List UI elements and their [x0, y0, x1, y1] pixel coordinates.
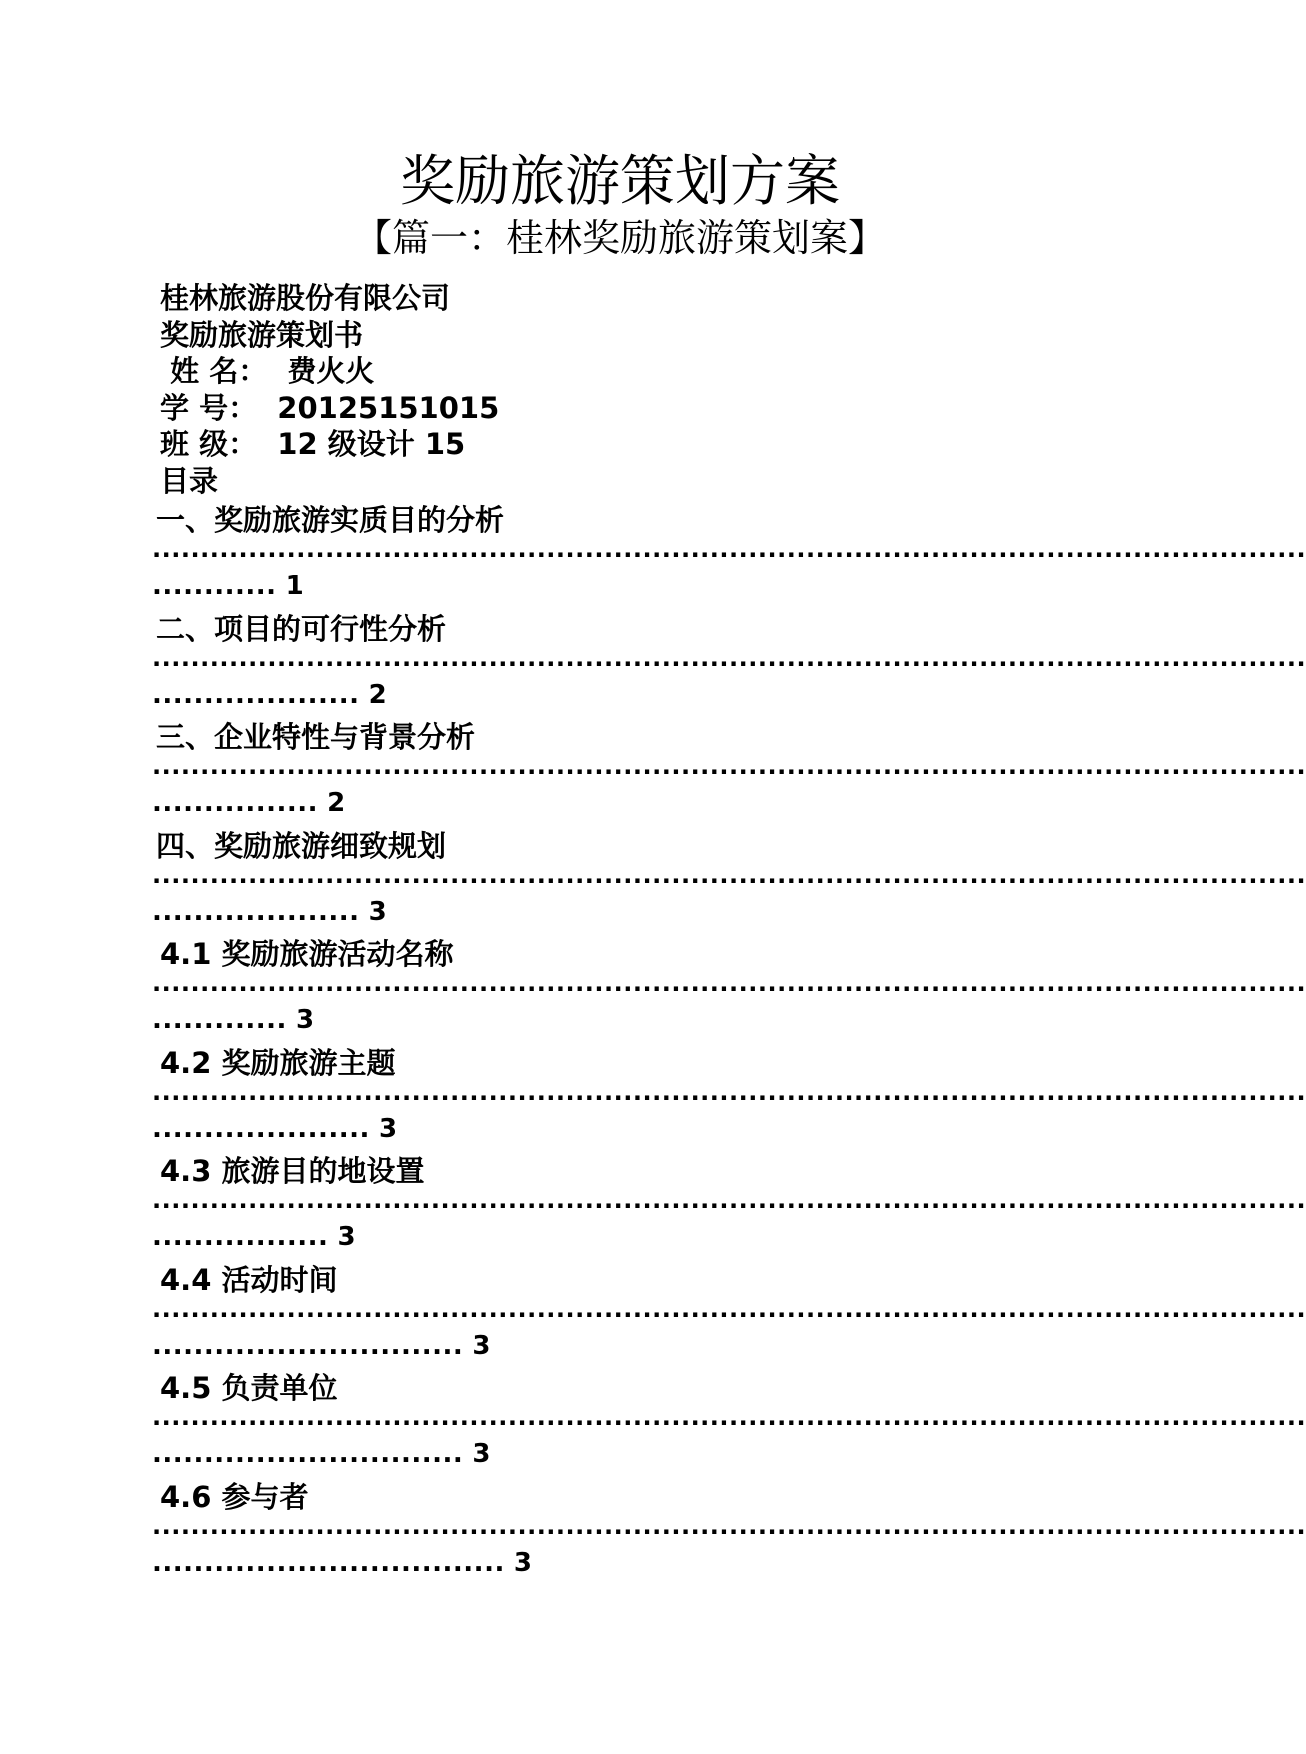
class-info: 班 级： 12 级设计 15 [160, 427, 466, 461]
toc-entry-heading[interactable]: 4.6 参与者 [160, 1479, 309, 1514]
toc-entry-heading[interactable]: 4.3 旅游目的地设置 [160, 1154, 425, 1188]
toc-entry-tail [152, 1438, 490, 1470]
toc-tail-dots: ................ [152, 788, 319, 818]
toc-leader-dots: ........................................................................................................................ [152, 1077, 1306, 1106]
toc-leader-dots: ........................................................................................................................ [152, 969, 1306, 997]
toc-entry-heading[interactable]: 4.2 奖励旅游主题 [160, 1045, 396, 1080]
toc-tail-dots: .................... [152, 896, 360, 927]
toc-entry-tail [152, 1004, 314, 1036]
toc-leader-dots: ........................................................................................................................ [152, 752, 1306, 780]
toc-leader-dots: ........................................................................................................................ [152, 860, 1306, 889]
toc-tail-dots: .................... [152, 679, 360, 710]
toc-leader-dots: ........................................................................................................................ [152, 535, 1306, 563]
toc-entry-tail [152, 570, 304, 602]
toc-entry-tail [152, 1330, 490, 1362]
document-title: 奖励旅游策划方案 [399, 149, 840, 213]
toc-page-number: 3 [378, 1113, 398, 1144]
toc-page-number: 3 [337, 1222, 356, 1252]
toc-page-number: 3 [295, 1005, 315, 1035]
toc-entry-heading[interactable]: 三、企业特性与背景分析 [156, 720, 476, 754]
toc-title: 目录 [160, 463, 219, 498]
toc-entry-tail [152, 787, 345, 819]
toc-tail-dots: ............ [152, 571, 277, 601]
toc-entry-heading[interactable]: 四、奖励旅游细致规划 [156, 828, 447, 863]
toc-entry-heading[interactable]: 二、项目的可行性分析 [156, 611, 447, 646]
toc-entry-tail [152, 1547, 532, 1579]
toc-leader-dots: ........................................................................................................................ [152, 1511, 1306, 1540]
author-name: 姓 名： 费火火 [160, 354, 375, 388]
toc-entry[interactable] [152, 1153, 1306, 1262]
toc-entry-heading[interactable]: 4.1 奖励旅游活动名称 [160, 937, 454, 971]
toc-entry[interactable] [152, 936, 1306, 1045]
cover-info [160, 280, 1120, 499]
toc-leader-dots: ........................................................................................................................ [152, 1294, 1306, 1323]
toc-entry[interactable] [152, 828, 1306, 937]
toc-page-number: 3 [368, 896, 387, 927]
toc-leader-dots: ........................................................................................................................ [152, 1186, 1306, 1214]
toc-leader-dots: ........................................................................................................................ [152, 1403, 1306, 1431]
toc-tail-dots: .................................. [152, 1547, 505, 1578]
toc-entry[interactable] [152, 1262, 1306, 1371]
toc-tail-dots: ............. [152, 1005, 287, 1035]
toc-entry-tail [152, 896, 387, 928]
toc-entry-tail [152, 1221, 356, 1253]
toc-page-number: 2 [327, 788, 346, 818]
toc-entry[interactable] [152, 1045, 1306, 1154]
toc-entry[interactable] [152, 1370, 1306, 1479]
toc-tail-dots: ..................... [152, 1113, 370, 1144]
toc-entry[interactable] [152, 611, 1306, 720]
toc-tail-dots: .............................. [152, 1330, 464, 1361]
table-of-contents [152, 502, 1306, 1587]
student-id: 学 号： 20125151015 [160, 390, 500, 425]
toc-leader-dots: ........................................................................................................................ [152, 643, 1306, 672]
toc-page-number: 3 [472, 1330, 491, 1361]
toc-entry-tail [152, 679, 387, 711]
toc-entry[interactable] [152, 502, 1306, 611]
toc-tail-dots: ................. [152, 1222, 329, 1252]
toc-page-number: 3 [513, 1547, 532, 1578]
toc-entry[interactable] [152, 1479, 1306, 1588]
toc-entry[interactable] [152, 719, 1306, 828]
toc-page-number: 2 [368, 679, 387, 710]
toc-page-number: 1 [285, 571, 304, 601]
toc-entry-tail [152, 1113, 397, 1145]
document-subtitle: 【篇一：桂林奖励旅游策划案】 [353, 216, 886, 260]
company-name: 桂林旅游股份有限公司 [160, 281, 451, 315]
toc-tail-dots: .............................. [152, 1439, 464, 1469]
toc-entry-heading[interactable]: 4.4 活动时间 [160, 1262, 338, 1297]
toc-entry-heading[interactable]: 4.5 负责单位 [160, 1371, 338, 1405]
toc-page-number: 3 [472, 1439, 491, 1469]
toc-entry-heading[interactable]: 一、奖励旅游实质目的分析 [156, 503, 505, 537]
plan-title: 奖励旅游策划书 [160, 317, 364, 352]
